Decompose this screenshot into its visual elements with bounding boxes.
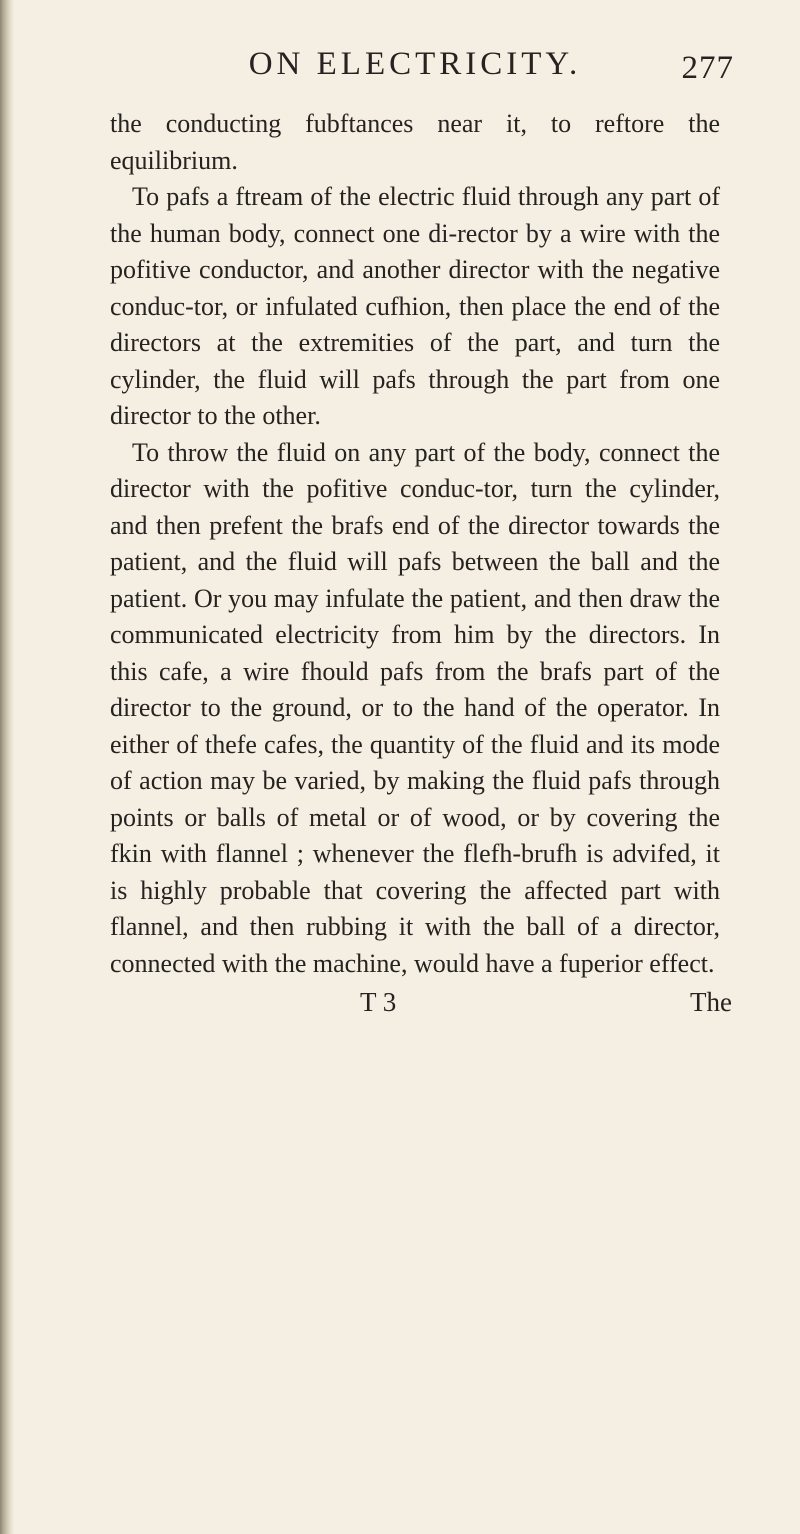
page-footer	[110, 984, 732, 1024]
paragraph-stream-through-body: To pafs a ftream of the electric fluid through any part of the human body, connect one di-rector by a wire with the pofitive conductor, and another director with the negative conduc-tor, or infulated cufhion, then place the end of the directors at the extremities of the part, and turn the cylinder, the fluid will pafs through the part from one director to the other.	[110, 182, 720, 430]
body-text	[110, 106, 720, 982]
book-page	[110, 36, 734, 1024]
signature-mark: T 3	[360, 987, 397, 1017]
catchword: The	[690, 987, 732, 1017]
paragraph-throw-fluid: To throw the fluid on any part of the body, connect the director with the pofitive conduc-tor, turn the cylinder, and then prefent the brafs end of the director towards the patient, and the fluid will pafs between the ball and the patient. Or you may infulate the patient, and then draw the communicated electricity from him by the directors. In this cafe, a wire fhould pafs from the brafs part of the director to the ground, or to the hand of the operator. In either of thefe cafes, the quantity of the fluid and its mode of action may be varied, by making the fluid pafs through points or balls of metal or of wood, or by covering the fkin with flannel ; whenever the flefh-brufh is advifed, it is highly probable that covering the affected part with flannel, and then rubbing it with the ball of a director, connected with the machine, would have a fuperior effect.	[110, 437, 720, 978]
page-number: 277	[681, 50, 734, 86]
paragraph-continuation: the conducting fubftances near it, to reftore the equilibrium.	[110, 109, 720, 175]
running-title: ON ELECTRICITY.	[248, 46, 582, 82]
book-spine-shadow	[0, 0, 14, 1534]
page-header	[110, 36, 734, 92]
